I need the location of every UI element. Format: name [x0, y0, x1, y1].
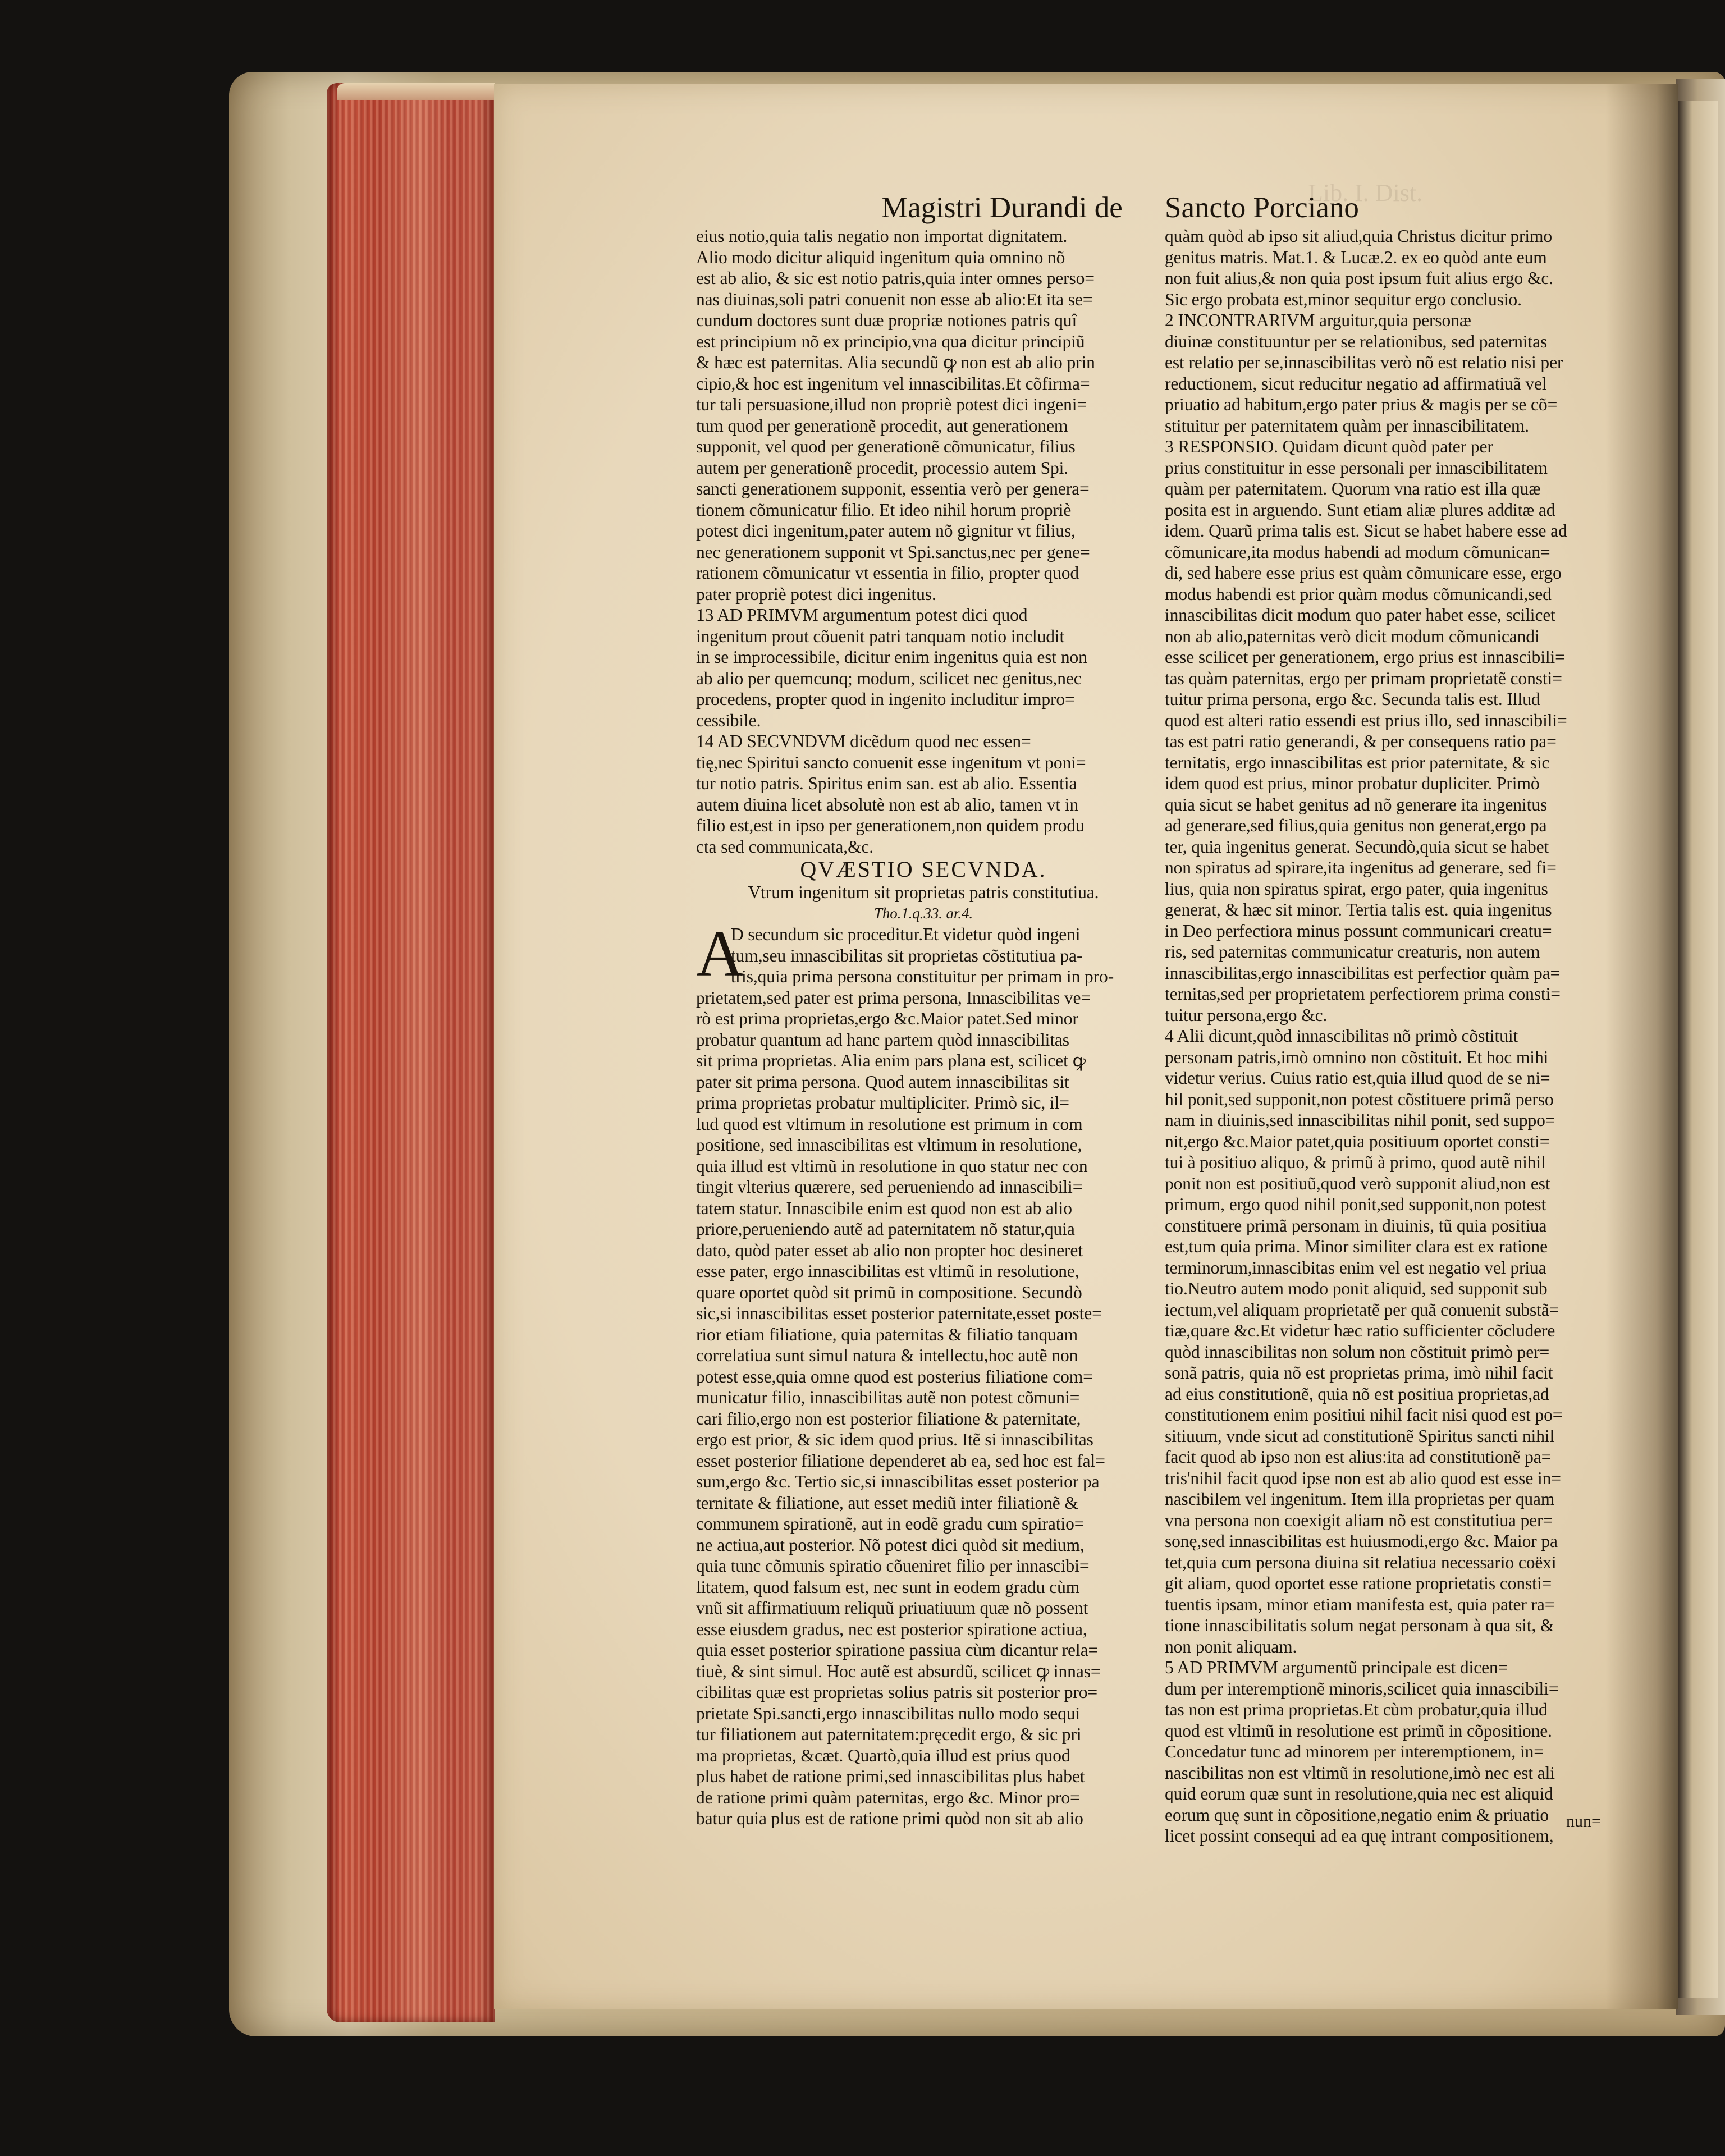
question-subtitle: Vtrum ingenitum sit proprietas patris constitutiua.: [748, 882, 1099, 902]
text-line: esse pater, ergo innascibilitas est vltimũ in resolutione,: [696, 1261, 1079, 1281]
text-line: quia sicut se habet genitus ad nõ generare ita ingenitus: [1165, 794, 1548, 814]
text-line: est relatio per se,innascibilitas verò nõ est relatio nisi per: [1165, 353, 1563, 372]
text-line: in se improcessibile, dicitur enim ingenitus quia est non: [696, 647, 1087, 667]
text-line: sonã patris, quia nõ est proprietas prima, imò nihil facit: [1165, 1363, 1553, 1383]
text-line: posita est in arguendo. Sunt etiam aliæ plures additæ ad: [1165, 500, 1555, 520]
text-line: esset posterior filiatione dependeret ab ea, sed hoc est fal=: [696, 1450, 1105, 1471]
text-line: & hæc est paternitas. Alia secundũ ꝙ non est ab alio prin: [696, 353, 1095, 372]
text-line: idem quod est prius, minor probatur dupliciter. Primò: [1165, 773, 1540, 793]
text-line: 13 AD PRIMVM argumentum potest dici quod: [696, 605, 1028, 625]
left-column-body-lines: [696, 924, 1151, 1829]
text-line: cipio,& hoc est ingenitum vel innascibilitas.Et cõfirma=: [696, 373, 1090, 393]
text-line: rior etiam filiatione, quia paternitas & filiatio tanquam: [696, 1324, 1078, 1344]
text-line: nec generationem supponit vt Spi.sanctus,nec per gene=: [696, 542, 1090, 562]
text-line: dato, quòd pater esset ab alio non propter hoc desineret: [696, 1240, 1083, 1260]
text-line: quid eorum quæ sunt in resolutione,quia nec est aliquid: [1165, 1784, 1553, 1803]
text-line: non ab alio,paternitas verò dicit modum cõmunicandi: [1165, 626, 1540, 646]
right-column-lines: [1165, 226, 1619, 1847]
text-line: vnũ sit affirmatiuum reliquũ priuatiuum quæ nõ possent: [696, 1598, 1088, 1618]
text-line: ternitas,sed per proprietatem perfectiorem prima consti=: [1165, 984, 1561, 1004]
text-line: quia tunc cõmunis spiratio cõueniret filio per innascibi=: [696, 1556, 1090, 1576]
text-line: tui à positiuo aliquo, & primũ à primo, quod autẽ nihil: [1165, 1152, 1546, 1172]
text-line: autem diuina licet absolutè non est ab alio, tamen vt in: [696, 794, 1079, 814]
text-line: iectum,vel aliquam proprietatẽ per quã conuenit substã=: [1165, 1299, 1559, 1320]
text-line: procedens, propter quod in ingenito includitur impro=: [696, 689, 1075, 709]
text-line: tię,nec Spiritui sancto conuenit esse ingenitum vt poni=: [696, 752, 1086, 772]
text-line: sonę,sed innascibilitas est huiusmodi,ergo &c. Maior pa: [1165, 1531, 1558, 1551]
text-line: tiæ,quare &c.Et videtur hæc ratio sufficienter cõcludere: [1165, 1321, 1555, 1340]
text-line: tas non est prima proprietas.Et cùm probatur,quia illud: [1165, 1700, 1548, 1719]
text-line: Concedatur tunc ad minorem per interemptionem, in=: [1165, 1742, 1544, 1761]
text-line: tione innascibilitatis solum negat personam à qua sit, &: [1165, 1615, 1554, 1635]
text-line: dum per interemptionẽ minoris,scilicet quia innascibili=: [1165, 1678, 1559, 1699]
text-line: tuitur persona,ergo &c.: [1165, 1005, 1328, 1025]
text-line: tet,quia cum persona diuina sit relatiua necessario coëxi: [1165, 1552, 1557, 1572]
text-line: nam in diuinis,sed innascibilitas nihil ponit, sed suppo=: [1165, 1110, 1555, 1130]
text-line: eius notio,quia talis negatio non importat dignitatem.: [696, 226, 1068, 246]
text-line: 3 RESPONSIO. Quidam dicunt quòd pater per: [1165, 437, 1493, 456]
text-line: cta sed communicata,&c.: [696, 836, 874, 857]
text-line: tio.Neutro autem modo ponit aliquid, sed supponit sub: [1165, 1279, 1548, 1298]
text-line: tiuè, & sint simul. Hoc autẽ est absurdũ, scilicet ꝙ innas=: [696, 1661, 1101, 1681]
text-line: diuinæ constituuntur per se relationibus, sed paternitas: [1165, 331, 1548, 351]
text-line: constitutionem enim positiui nihil facit nisi quod est po=: [1165, 1405, 1563, 1425]
text-line: tuitur prima persona, ergo &c. Secunda talis est. Illud: [1165, 689, 1540, 709]
text-line: ponit non est positiuũ,quod verò supponit aliud,non est: [1165, 1173, 1550, 1193]
text-line: esse scilicet per generationem, ergo prius est innascibili=: [1165, 647, 1565, 667]
text-line: 5 AD PRIMVM argumentũ principale est dicen=: [1165, 1658, 1508, 1677]
text-line: cibilitas quæ est proprietas solius patris sit posterior pro=: [696, 1682, 1098, 1702]
text-line: generat, & hæc sit minor. Tertia talis est. quia ingenitus: [1165, 900, 1552, 919]
text-line: tionem cõmunicatur filio. Et ideo nihil horum propriè: [696, 500, 1072, 520]
text-line: genitus matris. Mat.1. & Lucæ.2. ex eo quòd ante eum: [1165, 247, 1547, 267]
text-line: quàm per paternitatem. Quorum vna ratio est illa quæ: [1165, 479, 1541, 498]
text-line: communem spirationẽ, aut in eodẽ gradu cum spiratio=: [696, 1514, 1085, 1534]
text-line: modus habendi est prior quàm modus cõmunicandi,sed: [1165, 584, 1552, 604]
text-line: in Deo perfectiora minus possunt communicari creatu=: [1165, 921, 1552, 941]
text-line: quòd innascibilitas non solum non cõstituit primò per=: [1165, 1342, 1550, 1362]
text-line: tur notio patris. Spiritus enim san. est ab alio. Essentia: [696, 773, 1077, 793]
text-line: nas diuinas,soli patri conuenit non esse ab alio:Et ita se=: [696, 289, 1093, 309]
text-line: Alio modo dicitur aliquid ingenitum quia omnino nõ: [696, 247, 1065, 267]
left-text-column: [696, 226, 1151, 1829]
text-line: ternitate & filiatione, aut esset mediũ inter filiationẽ &: [696, 1493, 1078, 1513]
text-line: primum, ergo quod nihil ponit,sed supponit,non potest: [1165, 1194, 1546, 1214]
text-line: tur tali persuasione,illud non propriè potest dici ingeni=: [696, 395, 1087, 414]
text-line: stituitur per paternitatem quàm per innascibilitatem.: [1165, 415, 1530, 436]
text-line: est principium nõ ex principio,vna qua dicitur principiũ: [696, 331, 1085, 351]
text-line: est,tum quia prima. Minor similiter clara est ex ratione: [1165, 1237, 1548, 1256]
text-line: sic,si innascibilitas esset posterior paternitate,esset poste=: [696, 1303, 1102, 1323]
text-line: cõmunicare,ita modus habendi ad modum cõmunican=: [1165, 542, 1550, 562]
text-line: idem. Quarũ prima talis est. Sicut se habet habere esse ad: [1165, 521, 1567, 541]
text-line: prietatem,sed pater est prima persona, Innascibilitas ve=: [696, 987, 1091, 1008]
text-line: quod est alteri ratio essendi est prius illo, sed innascibili=: [1165, 710, 1567, 730]
text-line: hil ponit,sed supponit,non potest cõstituere primã perso: [1165, 1089, 1554, 1109]
text-line: videtur verius. Cuius ratio est,quia illud quod de se ni=: [1165, 1068, 1550, 1088]
running-head-right: Sancto Porciano: [1165, 191, 1359, 224]
text-line: esse eiusdem gradus, nec est posterior spiratione actiua,: [696, 1619, 1087, 1639]
text-line: tur filiationem aut paternitatem:pręcedit ergo, & sic pri: [696, 1724, 1082, 1744]
text-line: rationem cõmunicatur vt essentia in filio, propter quod: [696, 563, 1079, 583]
text-line: tum quod per generationẽ procedit, aut generationem: [696, 415, 1068, 436]
text-line: prietate Spi.sancti,ergo innascibilitas nullo modo sequi: [696, 1703, 1081, 1723]
text-line: plus habet de ratione primi,sed innascibilitas plus habet: [696, 1766, 1085, 1786]
text-line: terminorum,innascibitas enim vel est negatio vel priua: [1165, 1257, 1546, 1278]
text-line: constituere primã personam in diuinis, tũ quia positiua: [1165, 1215, 1547, 1235]
text-line: lius, quia non spiratus spirat, ergo pater, quia ingenitus: [1165, 878, 1548, 899]
text-line: tas est patri ratio generandi, & per consequens ratio pa=: [1165, 731, 1557, 751]
text-line: priore,perueniendo autẽ ad paternitatem nõ statur,quia: [696, 1219, 1075, 1239]
text-line: ris, sed paternitas communicatur creaturis, non autem: [1165, 942, 1540, 962]
text-line: tris,quia prima persona constituitur per primam in pro-: [731, 967, 1114, 986]
text-line: non fuit alius,& non quia post ipsum fuit alius ergo &c.: [1165, 268, 1554, 288]
text-line: personam patris,imò omnino non cõstituit. Et hoc mihi: [1165, 1047, 1549, 1067]
right-text-column: [1165, 226, 1619, 1847]
text-line: quod est vltimũ in resolutione est primũ in cõpositione.: [1165, 1720, 1552, 1741]
text-line: est ab alio, & sic est notio patris,quia inter omnes perso=: [696, 268, 1095, 288]
text-line: reductionem, sicut reducitur negatio ad affirmatiuã vel: [1165, 373, 1547, 393]
text-line: ad eius constitutionẽ, quia nõ est positiua proprietas,ad: [1165, 1384, 1549, 1404]
text-line: tum,seu innascibilitas sit proprietas cõstitutiua pa-: [731, 945, 1083, 965]
text-line: vna persona non coexigit aliam nõ est constitutiua per=: [1165, 1510, 1553, 1530]
running-head-left: Magistri Durandi de: [881, 191, 1123, 224]
question-heading: [696, 857, 1151, 924]
text-line: filio est,est in ipso per generationem,non quidem produ: [696, 816, 1085, 835]
text-line: sit prima proprietas. Alia enim pars plana est, scilicet ꝙ: [696, 1051, 1086, 1070]
text-line: prima proprietas probatur multipliciter. Primò sic, il=: [696, 1093, 1069, 1113]
text-line: nascibilem vel ingenitum. Item illa proprietas per quam: [1165, 1489, 1555, 1509]
text-line: non spiratus ad spirare,ita ingenitus ad generare, sed fi=: [1165, 858, 1557, 877]
text-line: tas quàm paternitas, ergo per primam proprietatẽ consti=: [1165, 668, 1562, 688]
text-line: D secundum sic proceditur.Et videtur quòd ingeni: [731, 924, 1081, 944]
text-line: quia esset posterior spiratione passiua cùm dicantur rela=: [696, 1640, 1099, 1660]
text-line: nascibilitas non est vltimũ in resolutione,imò nec est ali: [1165, 1763, 1555, 1783]
text-line: quare oportet quòd sit primũ in compositione. Secundò: [696, 1282, 1082, 1302]
text-line: probatur quantum ad hanc partem quòd innascibilitas: [696, 1029, 1069, 1050]
text-line: ergo est prior, & sic idem quod prius. Itẽ si innascibilitas: [696, 1430, 1093, 1449]
text-line: batur quia plus est de ratione primi quòd non sit ab alio: [696, 1809, 1083, 1828]
text-line: 14 AD SECVNDVM dicẽdum quod nec essen=: [696, 731, 1031, 751]
text-line: quàm quòd ab ipso sit aliud,quia Christus dicitur primo: [1165, 226, 1553, 246]
text-line: licet possint consequi ad ea quę intrant compositionem,: [1165, 1826, 1554, 1846]
text-line: correlatiua sunt simul natura & intellectu,hoc autẽ non: [696, 1345, 1078, 1365]
text-line: di, sed habere esse prius est quàm cõmunicare esse, ergo: [1165, 563, 1562, 583]
text-line: ab alio per quemcunq; modum, scilicet nec genitus,nec: [696, 668, 1082, 688]
text-line: ne actiua,aut posterior. Nõ potest dici quòd sit medium,: [696, 1535, 1085, 1555]
text-line: prius constituitur in esse personali per innascibilitatem: [1165, 457, 1548, 478]
text-line: supponit, vel quod per generationẽ cõmunicatur, filius: [696, 437, 1076, 456]
text-line: ternitatis, ergo innascibilitas est prior paternitate, & sic: [1165, 752, 1550, 772]
text-line: cari filio,ergo non est posterior filiatione & paternitate,: [696, 1408, 1081, 1429]
text-line: ter, quia ingenitus generat. Secundò,quia sicut se habet: [1165, 836, 1549, 857]
text-line: non ponit aliquam.: [1165, 1636, 1297, 1656]
text-line: quia illud est vltimũ in resolutione in quo statur nec con: [696, 1156, 1088, 1176]
text-line: cundum doctores sunt duæ propriæ notiones patris quî: [696, 310, 1077, 330]
text-line: potest dici ingenitum,pater autem nõ gignitur vt filius,: [696, 521, 1076, 541]
text-line: lud quod est vltimum in resolutione est primum in com: [696, 1114, 1083, 1134]
text-line: ingenitum prout cõuenit patri tanquam notio includit: [696, 626, 1065, 646]
text-line: 2 INCONTRARIVM arguitur,quia personæ: [1165, 310, 1471, 330]
question-title: QVÆSTIO SECVNDA.: [800, 857, 1047, 882]
text-line: Sic ergo probata est,minor sequitur ergo conclusio.: [1165, 289, 1522, 309]
text-line: tatem statur. Innascibile enim est quod non est ab alio: [696, 1198, 1072, 1218]
text-line: 4 Alii dicunt,quòd innascibilitas nõ primò cõstituit: [1165, 1026, 1518, 1046]
text-line: nit,ergo &c.Maior patet,quia positiuum oportet consti=: [1165, 1131, 1550, 1151]
question-reference: Tho.1.q.33. ar.4.: [873, 904, 973, 922]
drop-capital: A: [696, 917, 744, 990]
text-line: pater sit prima persona. Quod autem innascibilitas sit: [696, 1072, 1069, 1092]
text-line: rò est prima proprietas,ergo &c.Maior patet.Sed minor: [696, 1009, 1078, 1028]
text-line: facit quod ab ipso non est alius:ita ad constitutionẽ pa=: [1165, 1447, 1552, 1467]
text-line: tingit vlterius quærere, sed perueniendo ad innascibili=: [696, 1177, 1083, 1197]
text-line: priuatio ad habitum,ergo pater prius & magis per se cõ=: [1165, 395, 1558, 414]
text-line: innascibilitas dicit modum quo pater habet esse, scilicet: [1165, 605, 1555, 625]
text-line: sancti generationem supponit, essentia verò per genera=: [696, 479, 1090, 498]
text-line: tris'nihil facit quod ipse non est ab alio quod est esse in=: [1165, 1468, 1561, 1488]
text-line: innascibilitas,ergo innascibilitas est perfectior quàm pa=: [1165, 963, 1561, 983]
text-line: potest esse,quia omne quod est posterius filiatione com=: [696, 1366, 1093, 1386]
red-fore-edge: [327, 83, 495, 2022]
text-line: de ratione primi quàm paternitas, ergo &c. Minor pro=: [696, 1787, 1080, 1807]
text-line: autem per generationẽ procedit, processio autem Spi.: [696, 457, 1069, 478]
text-line: cessibile.: [696, 710, 761, 730]
text-line: pater propriè potest dici ingenitus.: [696, 584, 936, 604]
text-line: positione, sed innascibilitas est vltimum in resolutione,: [696, 1135, 1082, 1155]
text-line: ad generare,sed filius,quia genitus non generat,ergo pa: [1165, 816, 1547, 835]
text-line: git aliam, quod oportet esse ratione proprietatis consti=: [1165, 1573, 1552, 1593]
catchword: nun=: [1566, 1812, 1601, 1830]
text-line: tuentis ipsam, minor etiam manifesta est, quia pater ra=: [1165, 1594, 1555, 1614]
page-block-top: [337, 83, 495, 100]
text-line: eorum quę sunt in cõpositione,negatio enim & priuatio: [1165, 1805, 1549, 1825]
text-line: sitiuum, vnde sicut ad constitutionẽ Spiritus sancti nihil: [1165, 1426, 1555, 1446]
show-through-text: Lib. I. Dist.: [1308, 179, 1423, 207]
facing-page-edge: [1678, 101, 1718, 1998]
left-column-top-lines: [696, 226, 1151, 857]
text-line: litatem, quod falsum est, nec sunt in eodem gradu cùm: [696, 1577, 1080, 1597]
text-line: ma proprietas, &cæt. Quartò,quia illud est prius quod: [696, 1745, 1070, 1765]
text-line: municatur filio, innascibilitas autẽ non potest cõmuni=: [696, 1388, 1080, 1407]
text-line: sum,ergo &c. Tertio sic,si innascibilitas esset posterior pa: [696, 1472, 1100, 1491]
